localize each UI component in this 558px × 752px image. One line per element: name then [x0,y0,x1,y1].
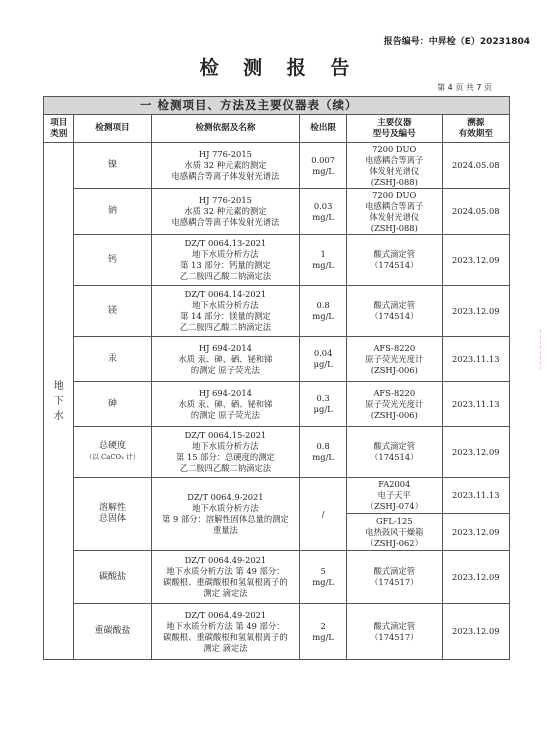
instrument-cell: 酸式滴定管 （174514） [346,286,442,337]
expiry-cell: 2023.12.09 [442,235,509,286]
instrument-cell: 7200 DUO 电感耦合等离子 体发射光谱仪 (ZSHJ-088) [346,143,442,189]
expiry-cell: 2024.05.08 [442,143,509,189]
method-cell: DZ/T 0064.13-2021 地下水质分析方法 第 13 部分：钙量的测定 乙二胺四乙酸二钠滴定法 [151,235,300,286]
item-cell: 镁 [74,286,151,337]
item-cell: 重碳酸盐 [74,604,151,660]
instrument-cell: 7200 DUO 电感耦合等离子 体发射光谱仪 (ZSHJ-088) [346,189,442,235]
limit-cell: 0.04 μg/L [300,337,347,382]
method-cell: DZ/T 0064.14-2021 地下水质分析方法 第 14 部分：镁量的测定 乙二胺四乙酸二钠滴定法 [151,286,300,337]
limit-cell: 1 mg/L [300,235,347,286]
expiry-cell: 2023.11.13 [442,478,509,514]
table-row [44,551,510,604]
margin-mark [540,330,553,370]
item-cell: 碳酸盐 [74,551,151,604]
instrument-cell: 酸式滴定管 （174514） [346,427,442,478]
limit-cell: 2 mg/L [300,604,347,660]
expiry-cell: 2023.12.09 [442,427,509,478]
instrument-cell: 酸式滴定管 （174514） [346,235,442,286]
header-instrument: 主要仪器 型号及编号 [346,115,442,143]
expiry-cell: 2023.12.09 [442,286,509,337]
header-category: 项目 类别 [44,115,74,143]
expiry-cell: 2024.05.08 [442,189,509,235]
header-limit: 检出限 [300,115,347,143]
limit-cell: / [300,478,347,551]
limit-cell: 0.8 mg/L [300,427,347,478]
table-row [44,189,510,235]
item-cell: 钠 [74,189,151,235]
instrument-cell: AFS-8220 原子荧光光度计 (ZSHJ-006) [346,337,442,382]
limit-cell: 0.03 mg/L [300,189,347,235]
method-cell: HJ 776-2015 水质 32 种元素的测定 电感耦合等离子体发射光谱法 [151,143,300,189]
limit-cell: 5 mg/L [300,551,347,604]
instrument-cell: AFS-8220 原子荧光光度计 (ZSHJ-006) [346,382,442,427]
table-row [44,286,510,337]
limit-cell: 0.3 μg/L [300,382,347,427]
method-cell: HJ 694-2014 水质 汞、砷、硒、铋和锑 的测定 原子荧光法 [151,382,300,427]
expiry-cell: 2023.12.09 [442,604,509,660]
item-cell: 溶解性 总固体 [74,478,151,551]
instrument-cell: 酸式滴定管 （174517） [346,604,442,660]
header-expiry: 溯源 有效期至 [442,115,509,143]
header-method: 检测依据及名称 [151,115,300,143]
item-cell: 总硬度 （以 CaCO₃ 计） [74,427,151,478]
method-cell: HJ 694-2014 水质 汞、砷、硒、铋和锑 的测定 原子荧光法 [151,337,300,382]
item-cell: 钙 [74,235,151,286]
instrument-cell: GFL-125 电热鼓风干燥箱 （ZSHJ-062） [346,514,442,551]
item-cell: 镍 [74,143,151,189]
page-title: 检 测 报 告 [199,57,359,79]
table-row [44,235,510,286]
table-row [44,382,510,427]
table-row [44,143,510,189]
table-row [44,337,510,382]
instrument-cell: 酸式滴定管 （174517） [346,551,442,604]
limit-cell: 0.8 mg/L [300,286,347,337]
method-cell: DZ/T 0064.49-2021 地下水质分析方法 第 49 部分： 碳酸根、重碳酸根和氢氧根离子的 测定 滴定法 [151,604,300,660]
method-cell: DZ/T 0064.49-2021 地下水质分析方法 第 49 部分： 碳酸根、重碳酸根和氢氧根离子的 测定 滴定法 [151,551,300,604]
instrument-cell: FA2004 电子天平 （ZSHJ-074） [346,478,442,514]
report-number: 报告编号：中昇检（E）20231804 [383,37,530,47]
table-row [44,478,510,514]
table-row [44,604,510,660]
category-cell: 地 下 水 [44,143,74,660]
header-item: 检测项目 [74,115,151,143]
expiry-cell: 2023.12.09 [442,551,509,604]
table-row [44,427,510,478]
item-cell: 汞 [74,337,151,382]
expiry-cell: 2023.11.13 [442,382,509,427]
expiry-cell: 2023.12.09 [442,514,509,551]
expiry-cell: 2023.11.13 [442,337,509,382]
limit-cell: 0.007 mg/L [300,143,347,189]
method-cell: DZ/T 0064.9-2021 地下水质分析方法 第 9 部分：溶解性固体总量的测定 重量法 [151,478,300,551]
methods-table [43,96,510,660]
page-number: 第 4 页 共 7 页 [437,83,492,92]
method-cell: DZ/T 0064.15-2021 地下水质分析方法 第 15 部分：总硬度的测定 乙二胺四乙酸二钠滴定法 [151,427,300,478]
item-note: （以 CaCO₃ 计） [85,453,140,461]
section-title: 一 检测项目、方法及主要仪器表（续） [44,97,510,115]
method-cell: HJ 776-2015 水质 32 种元素的测定 电感耦合等离子体发射光谱法 [151,189,300,235]
item-cell: 砷 [74,382,151,427]
